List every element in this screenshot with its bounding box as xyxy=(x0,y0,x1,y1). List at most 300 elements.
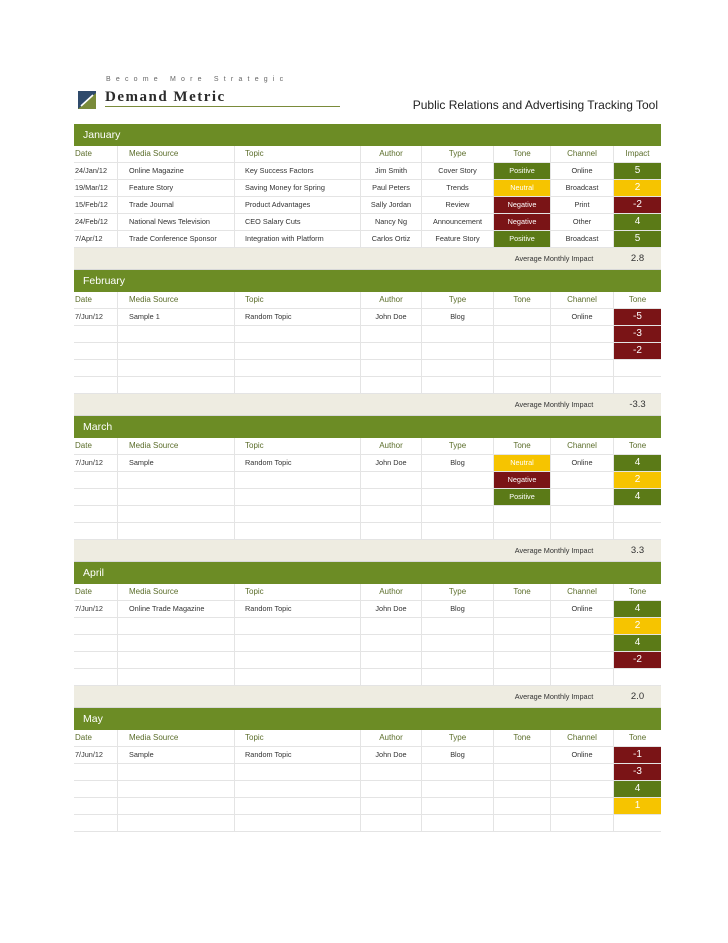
column-header-row xyxy=(74,730,661,747)
cell-type[interactable] xyxy=(422,343,494,359)
cell-tone[interactable]: Positive xyxy=(494,231,551,247)
cell-author[interactable] xyxy=(361,764,422,780)
cell-channel[interactable] xyxy=(551,764,614,780)
cell-date[interactable] xyxy=(74,781,118,797)
column-header: Type xyxy=(422,146,494,162)
table-row xyxy=(74,618,661,635)
cell-tone[interactable] xyxy=(494,326,551,342)
table-row xyxy=(74,163,661,180)
cell-topic[interactable]: Random Topic xyxy=(235,309,361,325)
average-spacer xyxy=(74,540,494,561)
table-row xyxy=(74,506,661,523)
cell-author[interactable] xyxy=(361,669,422,685)
cell-impact[interactable]: -1 xyxy=(614,747,661,763)
cell-type[interactable] xyxy=(422,618,494,634)
column-header: Channel xyxy=(551,584,614,600)
cell-tone[interactable]: Positive xyxy=(494,489,551,505)
cell-impact[interactable]: 5 xyxy=(614,231,661,247)
cell-channel[interactable] xyxy=(551,343,614,359)
cell-tone[interactable] xyxy=(494,309,551,325)
cell-source[interactable]: National News Television xyxy=(118,214,235,230)
cell-source[interactable] xyxy=(118,618,235,634)
cell-tone[interactable] xyxy=(494,523,551,539)
cell-channel[interactable] xyxy=(551,506,614,522)
cell-author[interactable] xyxy=(361,523,422,539)
cell-topic[interactable] xyxy=(235,798,361,814)
table-row xyxy=(74,764,661,781)
cell-topic[interactable]: Integration with Platform xyxy=(235,231,361,247)
column-header-row xyxy=(74,438,661,455)
cell-topic[interactable]: CEO Salary Cuts xyxy=(235,214,361,230)
cell-date[interactable] xyxy=(74,815,118,831)
column-header: Tone xyxy=(628,733,647,742)
cell-source[interactable] xyxy=(118,489,235,505)
cell-channel[interactable]: Online xyxy=(551,163,614,179)
cell-impact[interactable]: 4 xyxy=(614,781,661,797)
cell-tone[interactable]: Negative xyxy=(494,214,551,230)
cell-impact[interactable]: 4 xyxy=(614,214,661,230)
cell-date[interactable] xyxy=(74,377,118,393)
cell-impact[interactable] xyxy=(614,360,661,376)
average-spacer xyxy=(74,686,494,707)
cell-author[interactable] xyxy=(361,618,422,634)
cell-impact[interactable]: 1 xyxy=(614,798,661,814)
cell-channel[interactable] xyxy=(551,781,614,797)
average-value: 2.0 xyxy=(630,691,645,702)
cell-topic[interactable] xyxy=(235,343,361,359)
cell-date[interactable]: 7/Jun/12 xyxy=(74,747,118,763)
cell-source[interactable]: Trade Conference Sponsor xyxy=(118,231,235,247)
column-header: Media Source xyxy=(118,146,235,162)
cell-author[interactable] xyxy=(361,343,422,359)
cell-topic[interactable]: Saving Money for Spring xyxy=(235,180,361,196)
cell-author[interactable] xyxy=(361,489,422,505)
cell-date[interactable] xyxy=(74,618,118,634)
column-header: Topic xyxy=(235,146,361,162)
cell-topic[interactable] xyxy=(235,618,361,634)
month-section-may xyxy=(74,708,661,832)
cell-date[interactable]: 7/Jun/12 xyxy=(74,455,118,471)
cell-author[interactable]: Nancy Ng xyxy=(361,214,422,230)
cell-impact[interactable] xyxy=(614,669,661,685)
average-value: 3.3 xyxy=(630,545,645,556)
cell-type[interactable] xyxy=(422,798,494,814)
cell-source[interactable] xyxy=(118,506,235,522)
cell-author[interactable]: Carlos Ortiz xyxy=(361,231,422,247)
cell-author[interactable] xyxy=(361,326,422,342)
cell-impact[interactable] xyxy=(614,506,661,522)
cell-date[interactable] xyxy=(74,764,118,780)
month-section-february xyxy=(74,270,661,416)
cell-author[interactable]: John Doe xyxy=(361,309,422,325)
cell-topic[interactable] xyxy=(235,472,361,488)
cell-topic[interactable] xyxy=(235,326,361,342)
cell-topic[interactable] xyxy=(235,635,361,651)
average-value: -3.3 xyxy=(629,399,646,410)
table-row xyxy=(74,180,661,197)
average-row xyxy=(74,540,661,562)
cell-channel[interactable] xyxy=(551,523,614,539)
cell-topic[interactable] xyxy=(235,669,361,685)
cell-channel[interactable]: Broadcast xyxy=(551,180,614,196)
column-header: Author xyxy=(361,584,422,600)
cell-impact[interactable]: 2 xyxy=(614,618,661,634)
cell-date[interactable] xyxy=(74,360,118,376)
month-header: March xyxy=(74,416,661,438)
average-row xyxy=(74,248,661,270)
cell-channel[interactable] xyxy=(551,377,614,393)
cell-tone[interactable]: Neutral xyxy=(494,455,551,471)
cell-channel[interactable]: Online xyxy=(551,747,614,763)
cell-impact[interactable]: -3 xyxy=(614,326,661,342)
table-row xyxy=(74,472,661,489)
cell-author[interactable] xyxy=(361,652,422,668)
cell-type[interactable]: Review xyxy=(422,197,494,213)
cell-channel[interactable] xyxy=(551,618,614,634)
cell-tone[interactable] xyxy=(494,343,551,359)
cell-date[interactable] xyxy=(74,669,118,685)
cell-source[interactable] xyxy=(118,523,235,539)
cell-type[interactable]: Blog xyxy=(422,455,494,471)
table-row xyxy=(74,214,661,231)
column-header: Tone xyxy=(628,441,647,450)
cell-date[interactable] xyxy=(74,523,118,539)
column-header: Media Source xyxy=(118,730,235,746)
cell-type[interactable] xyxy=(422,523,494,539)
cell-type[interactable] xyxy=(422,764,494,780)
cell-tone[interactable] xyxy=(494,781,551,797)
table-row xyxy=(74,669,661,686)
column-header: Channel xyxy=(551,146,614,162)
table-row xyxy=(74,523,661,540)
cell-source[interactable] xyxy=(118,343,235,359)
table-row xyxy=(74,815,661,832)
column-header: Topic xyxy=(235,730,361,746)
document-title: Public Relations and Advertising Tracking Tool xyxy=(412,98,658,112)
cell-source[interactable]: Feature Story xyxy=(118,180,235,196)
cell-date[interactable]: 7/Jun/12 xyxy=(74,309,118,325)
cell-tone[interactable] xyxy=(494,377,551,393)
cell-source[interactable] xyxy=(118,360,235,376)
table-row xyxy=(74,781,661,798)
column-header: Type xyxy=(422,584,494,600)
table-row xyxy=(74,343,661,360)
cell-topic[interactable]: Random Topic xyxy=(235,747,361,763)
cell-author[interactable]: John Doe xyxy=(361,601,422,617)
month-header: January xyxy=(74,124,661,146)
cell-tone[interactable] xyxy=(494,669,551,685)
column-header: Author xyxy=(361,292,422,308)
cell-type[interactable]: Announcement xyxy=(422,214,494,230)
column-header-row xyxy=(74,292,661,309)
month-header: May xyxy=(74,708,661,730)
cell-impact[interactable]: 2 xyxy=(614,180,661,196)
cell-type[interactable] xyxy=(422,360,494,376)
cell-source[interactable] xyxy=(118,815,235,831)
cell-type[interactable] xyxy=(422,652,494,668)
month-section-january xyxy=(74,124,661,270)
cell-type[interactable]: Blog xyxy=(422,747,494,763)
cell-type[interactable] xyxy=(422,472,494,488)
cell-tone[interactable]: Negative xyxy=(494,472,551,488)
cell-author[interactable] xyxy=(361,360,422,376)
cell-source[interactable]: Online Trade Magazine xyxy=(118,601,235,617)
cell-type[interactable] xyxy=(422,781,494,797)
cell-channel[interactable]: Online xyxy=(551,455,614,471)
cell-date[interactable]: 24/Jan/12 xyxy=(74,163,118,179)
cell-impact[interactable]: -2 xyxy=(614,652,661,668)
cell-impact[interactable] xyxy=(614,815,661,831)
column-header: Channel xyxy=(551,438,614,454)
cell-author[interactable] xyxy=(361,635,422,651)
column-header: Date xyxy=(74,146,118,162)
cell-author[interactable]: John Doe xyxy=(361,455,422,471)
cell-impact[interactable]: -3 xyxy=(614,764,661,780)
column-header: Date xyxy=(74,438,118,454)
cell-type[interactable]: Cover Story xyxy=(422,163,494,179)
month-section-april xyxy=(74,562,661,708)
average-label: Average Monthly Impact xyxy=(514,254,594,263)
cell-author[interactable] xyxy=(361,377,422,393)
cell-topic[interactable]: Random Topic xyxy=(235,601,361,617)
logo-mark-icon xyxy=(78,91,96,109)
cell-type[interactable]: Feature Story xyxy=(422,231,494,247)
cell-type[interactable] xyxy=(422,506,494,522)
column-header: Author xyxy=(361,438,422,454)
column-header: Tone xyxy=(494,730,551,746)
cell-date[interactable] xyxy=(74,343,118,359)
cell-tone[interactable] xyxy=(494,601,551,617)
cell-channel[interactable] xyxy=(551,815,614,831)
table-row xyxy=(74,489,661,506)
cell-impact[interactable]: -2 xyxy=(614,343,661,359)
column-header: Topic xyxy=(235,292,361,308)
average-row xyxy=(74,686,661,708)
cell-author[interactable] xyxy=(361,781,422,797)
column-header: Media Source xyxy=(118,438,235,454)
cell-author[interactable]: Sally Jordan xyxy=(361,197,422,213)
table-row xyxy=(74,601,661,618)
cell-author[interactable] xyxy=(361,815,422,831)
cell-type[interactable]: Trends xyxy=(422,180,494,196)
cell-source[interactable] xyxy=(118,781,235,797)
average-spacer xyxy=(74,394,494,415)
cell-source[interactable]: Sample xyxy=(118,455,235,471)
cell-channel[interactable]: Online xyxy=(551,601,614,617)
cell-impact[interactable]: 5 xyxy=(614,163,661,179)
cell-source[interactable] xyxy=(118,326,235,342)
average-label: Average Monthly Impact xyxy=(514,546,594,555)
column-header: Impact xyxy=(625,149,650,158)
column-header: Channel xyxy=(551,730,614,746)
column-header: Date xyxy=(74,584,118,600)
cell-date[interactable] xyxy=(74,472,118,488)
cell-topic[interactable] xyxy=(235,360,361,376)
column-header: Media Source xyxy=(118,584,235,600)
cell-impact[interactable]: 2 xyxy=(614,472,661,488)
tracking-table xyxy=(74,124,661,832)
cell-type[interactable] xyxy=(422,377,494,393)
cell-tone[interactable]: Positive xyxy=(494,163,551,179)
cell-date[interactable]: 7/Apr/12 xyxy=(74,231,118,247)
column-header: Author xyxy=(361,146,422,162)
column-header: Tone xyxy=(628,587,647,596)
cell-source[interactable] xyxy=(118,635,235,651)
table-row xyxy=(74,652,661,669)
brand-rule xyxy=(105,106,340,107)
cell-impact[interactable]: 4 xyxy=(614,601,661,617)
cell-date[interactable] xyxy=(74,798,118,814)
cell-tone[interactable]: Neutral xyxy=(494,180,551,196)
cell-date[interactable] xyxy=(74,326,118,342)
cell-impact[interactable]: -2 xyxy=(614,197,661,213)
cell-type[interactable] xyxy=(422,489,494,505)
cell-source[interactable]: Sample 1 xyxy=(118,309,235,325)
cell-tone[interactable] xyxy=(494,618,551,634)
average-value: 2.8 xyxy=(630,253,645,264)
column-header: Date xyxy=(74,730,118,746)
cell-impact[interactable] xyxy=(614,523,661,539)
cell-channel[interactable] xyxy=(551,635,614,651)
cell-source[interactable] xyxy=(118,764,235,780)
cell-impact[interactable]: -5 xyxy=(614,309,661,325)
cell-channel[interactable] xyxy=(551,798,614,814)
cell-source[interactable] xyxy=(118,377,235,393)
cell-topic[interactable] xyxy=(235,815,361,831)
cell-channel[interactable] xyxy=(551,652,614,668)
average-label: Average Monthly Impact xyxy=(514,400,594,409)
table-row xyxy=(74,231,661,248)
cell-tone[interactable] xyxy=(494,635,551,651)
cell-channel[interactable]: Online xyxy=(551,309,614,325)
cell-type[interactable] xyxy=(422,669,494,685)
cell-type[interactable]: Blog xyxy=(422,601,494,617)
cell-type[interactable] xyxy=(422,326,494,342)
cell-topic[interactable] xyxy=(235,652,361,668)
table-row xyxy=(74,455,661,472)
table-row xyxy=(74,360,661,377)
cell-date[interactable]: 7/Jun/12 xyxy=(74,601,118,617)
cell-type[interactable]: Blog xyxy=(422,309,494,325)
column-header-row xyxy=(74,146,661,163)
cell-date[interactable] xyxy=(74,635,118,651)
cell-author[interactable]: Paul Peters xyxy=(361,180,422,196)
column-header: Topic xyxy=(235,584,361,600)
month-section-march xyxy=(74,416,661,562)
column-header: Author xyxy=(361,730,422,746)
cell-channel[interactable]: Other xyxy=(551,214,614,230)
cell-impact[interactable]: 4 xyxy=(614,635,661,651)
cell-author[interactable] xyxy=(361,506,422,522)
cell-source[interactable] xyxy=(118,652,235,668)
cell-tone[interactable] xyxy=(494,360,551,376)
cell-tone[interactable] xyxy=(494,764,551,780)
cell-topic[interactable] xyxy=(235,489,361,505)
cell-channel[interactable]: Broadcast xyxy=(551,231,614,247)
cell-channel[interactable]: Print xyxy=(551,197,614,213)
table-row xyxy=(74,326,661,343)
cell-topic[interactable] xyxy=(235,506,361,522)
average-row xyxy=(74,394,661,416)
table-row xyxy=(74,747,661,764)
cell-topic[interactable] xyxy=(235,781,361,797)
cell-topic[interactable]: Product Advantages xyxy=(235,197,361,213)
table-row xyxy=(74,309,661,326)
cell-source[interactable]: Online Magazine xyxy=(118,163,235,179)
cell-source[interactable]: Sample xyxy=(118,747,235,763)
cell-topic[interactable] xyxy=(235,764,361,780)
cell-date[interactable] xyxy=(74,506,118,522)
cell-impact[interactable] xyxy=(614,377,661,393)
brand-tagline: Become More Strategic xyxy=(106,76,289,83)
table-row xyxy=(74,197,661,214)
column-header: Date xyxy=(74,292,118,308)
cell-author[interactable]: Jim Smith xyxy=(361,163,422,179)
cell-channel[interactable] xyxy=(551,360,614,376)
cell-impact[interactable]: 4 xyxy=(614,455,661,471)
cell-date[interactable] xyxy=(74,652,118,668)
cell-tone[interactable] xyxy=(494,506,551,522)
cell-date[interactable]: 19/Mar/12 xyxy=(74,180,118,196)
cell-topic[interactable] xyxy=(235,523,361,539)
cell-source[interactable] xyxy=(118,669,235,685)
cell-date[interactable]: 15/Feb/12 xyxy=(74,197,118,213)
cell-author[interactable]: John Doe xyxy=(361,747,422,763)
cell-source[interactable]: Trade Journal xyxy=(118,197,235,213)
column-header: Type xyxy=(422,730,494,746)
cell-topic[interactable]: Random Topic xyxy=(235,455,361,471)
average-spacer xyxy=(74,248,494,269)
column-header: Tone xyxy=(494,146,551,162)
column-header: Tone xyxy=(494,292,551,308)
cell-type[interactable] xyxy=(422,815,494,831)
column-header: Channel xyxy=(551,292,614,308)
cell-channel[interactable] xyxy=(551,472,614,488)
column-header: Tone xyxy=(494,438,551,454)
column-header: Type xyxy=(422,292,494,308)
cell-impact[interactable]: 4 xyxy=(614,489,661,505)
table-row xyxy=(74,798,661,815)
month-header: February xyxy=(74,270,661,292)
brand-logo xyxy=(78,76,289,116)
cell-topic[interactable] xyxy=(235,377,361,393)
table-row xyxy=(74,377,661,394)
cell-date[interactable] xyxy=(74,489,118,505)
cell-topic[interactable]: Key Success Factors xyxy=(235,163,361,179)
column-header: Topic xyxy=(235,438,361,454)
cell-source[interactable] xyxy=(118,798,235,814)
column-header: Tone xyxy=(628,295,647,304)
cell-tone[interactable] xyxy=(494,652,551,668)
column-header: Tone xyxy=(494,584,551,600)
cell-tone[interactable]: Negative xyxy=(494,197,551,213)
cell-type[interactable] xyxy=(422,635,494,651)
column-header: Media Source xyxy=(118,292,235,308)
cell-channel[interactable] xyxy=(551,326,614,342)
cell-tone[interactable] xyxy=(494,747,551,763)
cell-tone[interactable] xyxy=(494,815,551,831)
cell-author[interactable] xyxy=(361,798,422,814)
cell-channel[interactable] xyxy=(551,669,614,685)
cell-tone[interactable] xyxy=(494,798,551,814)
brand-name: Demand Metric xyxy=(105,89,226,105)
column-header-row xyxy=(74,584,661,601)
cell-channel[interactable] xyxy=(551,489,614,505)
cell-author[interactable] xyxy=(361,472,422,488)
cell-source[interactable] xyxy=(118,472,235,488)
cell-date[interactable]: 24/Feb/12 xyxy=(74,214,118,230)
table-row xyxy=(74,635,661,652)
